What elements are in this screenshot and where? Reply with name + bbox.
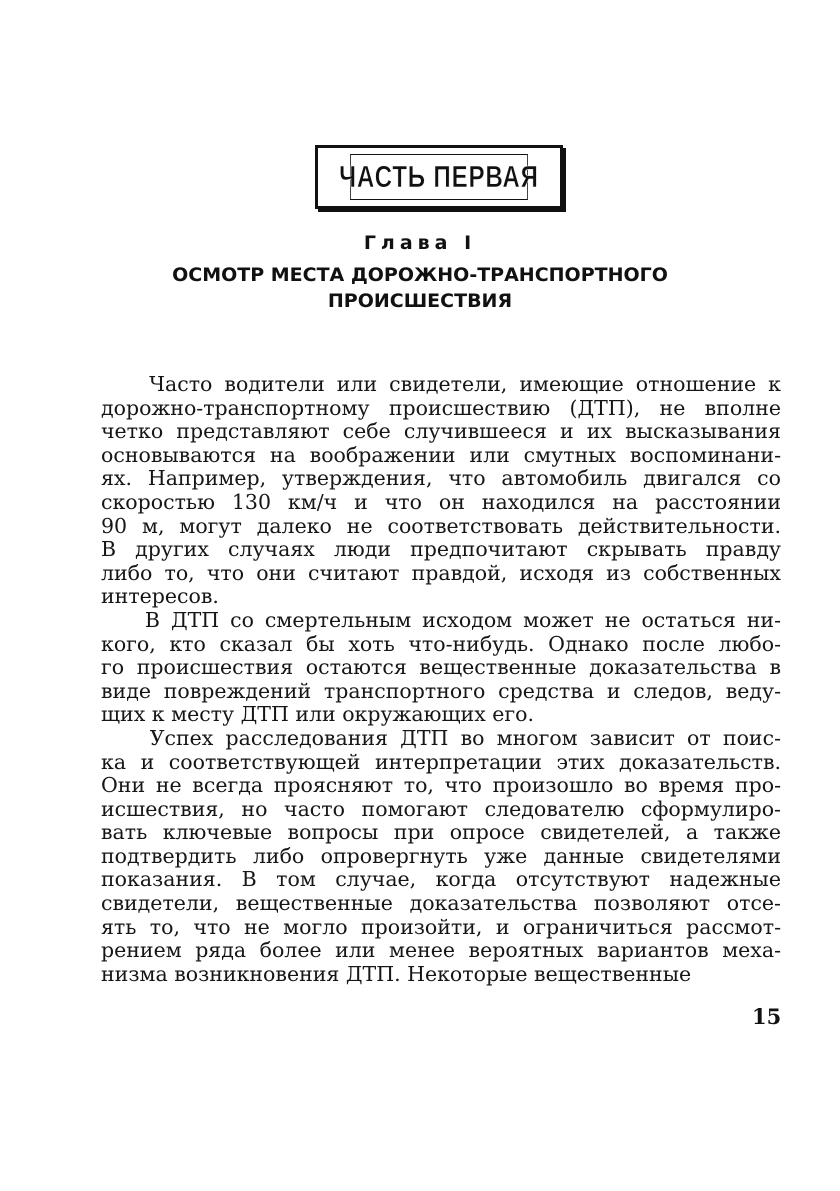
text-line: Они не всегда проясняют то, что произошло во время про- [101, 773, 781, 798]
text-line: 90 м, могут далеко не соответствовать действительности. [101, 513, 781, 538]
text-line: ять то, что не могло произойти, и ограничиться рассмот- [101, 914, 781, 939]
text-line: го происшествия остаются вещественные доказательства в [101, 655, 781, 680]
text-line: виде повреждений транспортного средства и следов, веду- [101, 678, 781, 703]
chapter-title-line-2: ПРОИСШЕСТВИЯ [327, 290, 513, 312]
text-line: ка и соответствующей интерпретации этих доказательств. [101, 749, 781, 774]
text-line: показания. В том случае, когда отсутствуют надежные [101, 867, 781, 892]
text-line: низма возникновения ДТП. Некоторые вещественные [101, 961, 692, 986]
text-line: исшествия, но часто помогают следователю сформулиро- [101, 796, 781, 821]
chapter-title [120, 262, 720, 314]
chapter-label: Глава I [363, 232, 477, 254]
text-line: Часто водители или свидетели, имеющие отношение к [101, 372, 781, 396]
part-heading: ЧАСТЬ ПЕРВАЯ [350, 154, 528, 200]
text-line: В ДТП со смертельным исходом может не остаться ни- [101, 607, 781, 632]
paragraph [101, 727, 781, 987]
body-text [101, 373, 781, 986]
text-line: либо то, что они считают правдой, исходя из собственных [101, 560, 781, 585]
page-number: 15 [752, 1004, 782, 1029]
text-line: четко представляют себе случившееся и их высказывания [101, 419, 781, 444]
text-line: подтвердить либо опровергнуть уже данные свидетелями [101, 843, 781, 868]
text-line: Успех расследования ДТП во многом зависит от поис- [101, 725, 781, 750]
paragraph [101, 373, 781, 609]
part-heading-frame [315, 145, 563, 209]
text-line: свидетели, вещественные доказательства позволяют отсе- [101, 891, 781, 916]
text-line: рением ряда более или менее вероятных вариантов меха- [101, 938, 781, 963]
paragraph [101, 609, 781, 727]
text-line: В других случаях люди предпочитают скрывать правду [101, 537, 781, 562]
text-line: дорожно-транспортному происшествию (ДТП), не вполне [101, 395, 781, 420]
text-line: кого, кто сказал бы хоть что-нибудь. Однако после любо- [101, 631, 781, 656]
text-line: скоростью 130 км/ч и что он находился на расстоянии [101, 489, 781, 514]
text-line: ях. Например, утверждения, что автомобиль двигался со [101, 466, 781, 491]
text-line: основываются на воображении или смутных воспоминани- [101, 442, 781, 467]
chapter-title-line-1: ОСМОТР МЕСТА ДОРОЖНО-ТРАНСПОРТНОГО [172, 264, 668, 286]
text-line: интересов. [101, 584, 219, 609]
text-line: щих к месту ДТП или окружающих его. [101, 702, 535, 727]
text-line: вать ключевые вопросы при опросе свидетелей, а также [101, 820, 781, 845]
